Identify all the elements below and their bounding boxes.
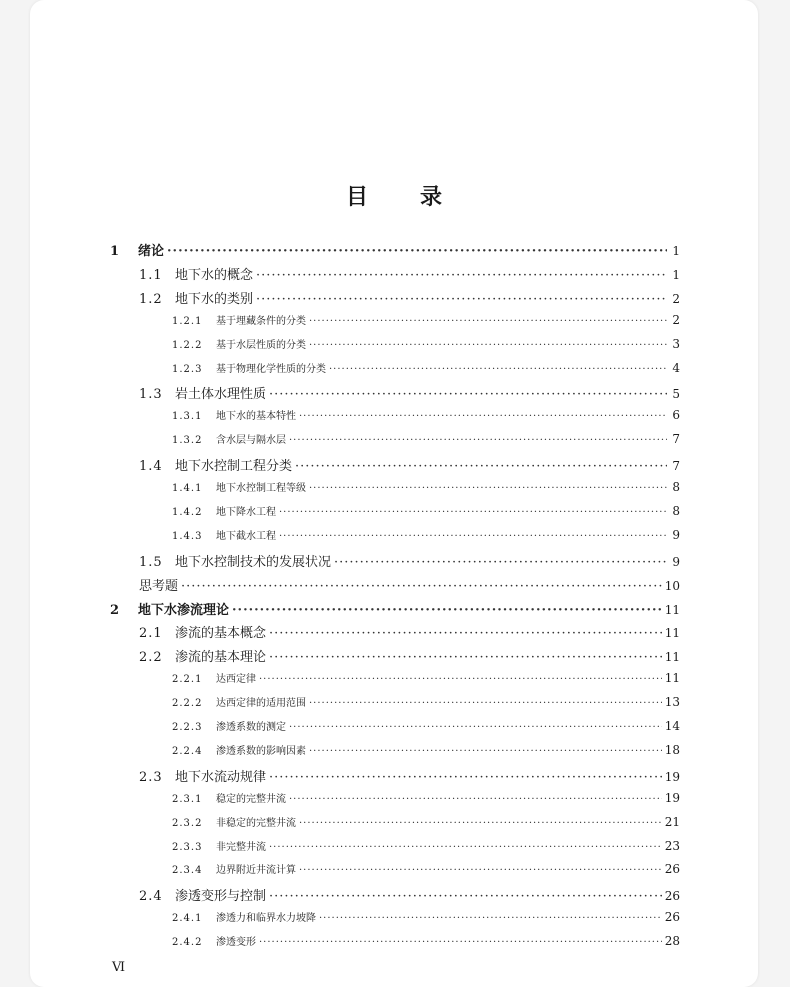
toc-entry-number: 1.2.1 [172,315,203,327]
toc-entry-title: 地下水的基本特性 [216,411,296,423]
toc-entry-page-number: 1 [672,267,680,282]
toc-entry-number: 1.4.1 [172,483,203,494]
toc-entry[interactable] [110,599,680,623]
toc-entry-page-number: 28 [664,934,680,949]
dot-leader [279,507,667,518]
toc-entry-number: 2.3.4 [172,865,203,877]
toc-entry[interactable] [172,407,680,431]
toc-entry-title: 渗透变形 [216,937,256,949]
toc-entry-page-number: 11 [664,602,680,617]
toc-entry[interactable] [139,646,680,670]
toc-entry[interactable] [172,503,680,527]
toc-entry-number: 1.2 [139,291,163,307]
toc-entry[interactable] [172,360,680,384]
toc-entry[interactable] [172,479,680,503]
dot-leader [259,937,662,948]
toc-entry-title: 渗透力和临界水力坡降 [216,913,316,925]
toc-entry-title: 地下水的概念 [175,267,254,283]
toc-entry-number: 1.1 [139,267,163,283]
toc-entry-page-number: 9 [672,527,680,542]
toc-entry-title: 达西定律 [216,674,256,686]
toc-entry-title: 稳定的完整井流 [216,793,286,805]
toc-entry-page-number: 2 [672,312,680,327]
toc-entry-page-number: 13 [664,695,680,710]
toc-entry-number: 1.2.3 [172,363,203,375]
toc-entry-number: 1.3.1 [172,411,203,423]
toc-entry-title: 思考题 [139,578,179,594]
toc-entry-page-number: 1 [672,244,680,258]
toc-entry-title: 基于物理化学性质的分类 [216,363,326,375]
toc-entry[interactable] [172,718,680,742]
toc-entry[interactable] [139,288,680,312]
toc-entry-number: 1 [110,244,120,259]
toc-entry-number: 2.4.1 [172,913,203,925]
toc-entry[interactable] [139,622,680,646]
toc-entry[interactable] [139,551,680,575]
toc-entry-title: 地下水控制工程分类 [175,459,293,475]
toc-entry-number: 1.4.3 [172,530,203,542]
toc-entry-number: 1.5 [139,554,163,570]
dot-leader [256,268,667,283]
toc-entry-title: 含水层与隔水层 [216,435,286,447]
toc-entry-page-number: 8 [672,480,680,494]
dot-leader [309,483,667,494]
toc-entry[interactable] [139,383,680,407]
toc-entry-number: 2.3 [139,769,163,785]
toc-entry-page-number: 26 [664,889,680,904]
toc-entry-number: 2 [110,602,120,618]
dot-leader [269,626,662,641]
toc-entry[interactable] [110,240,680,264]
toc-entry-title: 基于埋藏条件的分类 [216,315,306,327]
toc-entry-title: 绪论 [138,244,165,259]
toc-entry[interactable] [172,742,680,766]
toc-entry-number: 2.2.1 [172,674,203,686]
toc-entry-title: 地下水的类别 [175,291,254,307]
toc-entry-title: 地下截水工程 [216,530,276,542]
toc-entry-page-number: 9 [672,554,680,569]
toc-entry-page-number: 19 [664,769,680,784]
toc-entry-title: 达西定律的适用范围 [216,698,306,710]
title-char-left: 目 [345,185,370,210]
dot-leader [181,579,662,594]
dot-leader [289,794,662,805]
toc-entry-title: 渗流的基本理论 [175,650,267,666]
toc-entry-page-number: 5 [672,387,680,402]
toc-entry[interactable] [172,312,680,336]
dot-leader [289,435,667,446]
toc-entry-page-number: 19 [664,790,680,805]
toc-entry-title: 地下水流动规律 [175,769,267,785]
dot-leader [299,865,662,876]
toc-entry[interactable] [139,885,680,909]
toc-entry-page-number: 11 [664,671,680,686]
toc-entry-number: 2.3.3 [172,841,203,853]
toc-entry[interactable] [139,264,680,288]
dot-leader [295,459,667,474]
page-title [0,180,790,211]
dot-leader [329,364,667,375]
toc-entry-title: 渗透变形与控制 [175,889,267,905]
toc-entry[interactable] [172,933,680,957]
dot-leader [269,387,667,402]
dot-leader [269,770,662,785]
dot-leader [299,818,662,829]
toc-entry-number: 1.3 [139,387,163,403]
dot-leader [259,674,662,685]
toc-entry[interactable] [172,909,680,933]
toc-entry-number: 2.1 [139,626,163,642]
toc-entry-number: 2.2 [139,650,163,666]
dot-leader [269,889,662,904]
toc-entry-title: 地下水渗流理论 [138,602,230,618]
toc-entry[interactable] [172,861,680,885]
dot-leader [309,316,667,327]
dot-leader [269,842,662,853]
toc-entry[interactable] [139,766,680,790]
dot-leader [256,292,667,307]
toc-entry-page-number: 18 [664,742,680,757]
toc-entry[interactable] [172,527,680,551]
toc-entry-title: 基于水层性质的分类 [216,339,306,351]
toc-entry-number: 1.4 [139,459,163,475]
page-number-footer: Ⅵ [112,960,126,975]
toc-entry-number: 2.3.1 [172,793,203,805]
toc-entry-title: 边界附近井流计算 [216,865,296,877]
dot-leader [309,746,662,757]
dot-leader [334,555,667,570]
dot-leader [232,603,662,618]
toc-entry-page-number: 21 [664,814,680,829]
toc-entry[interactable] [172,838,680,862]
toc-entry-number: 2.2.3 [172,722,203,733]
toc-entry[interactable] [172,670,680,694]
toc-entry-title: 渗透系数的测定 [216,722,286,733]
toc-entry-number: 2.2.4 [172,745,203,757]
toc-entry-number: 1.3.2 [172,435,203,447]
toc-entry-title: 地下水控制技术的发展状况 [175,554,332,570]
toc-entry-page-number: 11 [664,650,680,665]
dot-leader [309,698,662,709]
toc-entry[interactable] [139,455,680,479]
dot-leader [269,650,662,665]
toc-entry-page-number: 3 [672,336,680,351]
toc-entry-number: 2.3.2 [172,817,203,829]
toc-entry[interactable] [172,336,680,360]
toc-entry-page-number: 4 [672,360,680,375]
toc-entry-title: 地下水控制工程等级 [216,483,306,494]
toc-entry-number: 1.4.2 [172,506,203,518]
toc-entry-page-number: 7 [672,459,680,474]
toc-entry-page-number: 10 [664,578,680,593]
toc-entry-number: 2.4 [139,889,163,905]
toc-entry-page-number: 11 [664,626,680,641]
toc-entry[interactable] [172,431,680,455]
toc-entry-title: 岩土体水理性质 [175,387,267,403]
toc-entry-title: 渗流的基本概念 [175,626,267,642]
toc-entry-page-number: 26 [664,910,680,925]
toc-entry[interactable] [172,790,680,814]
toc-entry-page-number: 6 [672,408,680,423]
toc-entry-number: 2.4.2 [172,937,203,949]
title-char-right: 录 [420,185,445,210]
toc-entry-page-number: 2 [672,291,680,306]
dot-leader [279,531,667,542]
toc-entry-title: 渗透系数的影响因素 [216,745,306,757]
toc-entry-page-number: 7 [672,432,680,447]
dot-leader [299,411,667,422]
toc-entry[interactable] [139,575,680,599]
toc-entry[interactable] [172,694,680,718]
dot-leader [289,722,662,733]
toc-entry-page-number: 23 [664,838,680,853]
toc-entry-page-number: 14 [664,719,680,733]
toc-entry-number: 1.2.2 [172,339,203,351]
toc-entry-title: 非稳定的完整井流 [216,817,296,829]
toc-entry-number: 2.2.2 [172,698,203,710]
toc-entry-page-number: 8 [672,503,680,518]
toc-entry-title: 地下降水工程 [216,506,276,518]
toc-entry-page-number: 26 [664,862,680,877]
dot-leader [319,913,662,924]
dot-leader [167,244,667,259]
toc-entry[interactable] [172,814,680,838]
dot-leader [309,340,667,351]
toc-entry-title: 非完整井流 [216,841,266,853]
